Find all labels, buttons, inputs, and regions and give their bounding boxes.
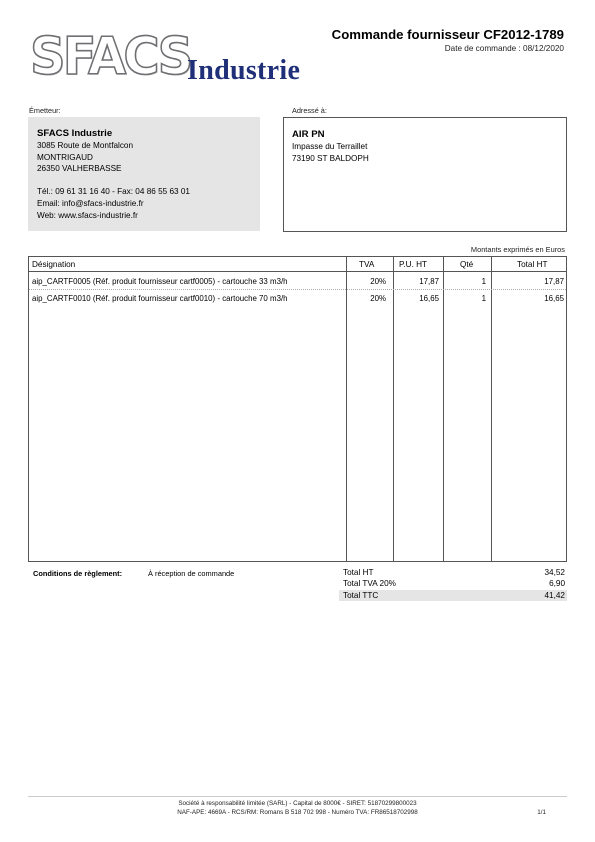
total-ht-row bbox=[339, 567, 567, 578]
sender-label: Émetteur: bbox=[29, 106, 61, 115]
recipient-postal: 73190 ST BALDOPH bbox=[292, 153, 369, 163]
total-ht-label: Total HT bbox=[343, 568, 374, 577]
logo-industrie-text: Industrie bbox=[187, 55, 301, 86]
col-header-qty: Qté bbox=[460, 260, 474, 269]
order-date: Date de commande : 08/12/2020 bbox=[444, 44, 564, 53]
payment-conditions-label: Conditions de règlement: bbox=[33, 569, 123, 578]
items-table bbox=[28, 256, 567, 562]
col-header-total-ht: Total HT bbox=[517, 260, 548, 269]
sender-box bbox=[28, 117, 260, 231]
payment-conditions-value: À réception de commande bbox=[148, 569, 235, 578]
row-tva: 20% bbox=[370, 277, 386, 286]
recipient-label: Adressé à: bbox=[292, 106, 327, 115]
footer-divider bbox=[28, 796, 567, 797]
row-pu-ht: 16,65 bbox=[419, 294, 439, 303]
total-tva-value: 6,90 bbox=[549, 579, 565, 588]
col-header-tva: TVA bbox=[359, 260, 375, 269]
total-ttc-value: 41,42 bbox=[544, 591, 565, 600]
recipient-name: AIR PN bbox=[292, 129, 325, 140]
logo-sfacs-text: SFACS bbox=[30, 27, 191, 87]
sender-email: Email: info@sfacs-industrie.fr bbox=[37, 198, 144, 208]
sender-phone: Tél.: 09 61 31 16 40 - Fax: 04 86 55 63 01 bbox=[37, 187, 190, 197]
total-ttc-row bbox=[339, 590, 567, 601]
col-header-pu-ht: P.U. HT bbox=[399, 260, 428, 269]
page-number: 1/1 bbox=[537, 809, 546, 816]
row-total-ht: 17,87 bbox=[544, 277, 564, 286]
row-qty: 1 bbox=[481, 277, 486, 286]
row-designation: aip_CARTF0010 (Réf. produit fournisseur cartf0010) - cartouche 70 m3/h bbox=[32, 294, 288, 303]
company-logo bbox=[30, 27, 315, 88]
footer-legal-line-1: Société à responsabilité limitée (SARL) - Capital de 8000€ - SIRET: 51870299800023 bbox=[178, 800, 417, 807]
footer-legal-line-2: NAF-APE: 4669A - RCS/RM: Romans B 518 702 998 - Numéro TVA: FR86518702998 bbox=[177, 809, 418, 816]
row-total-ht: 16,65 bbox=[544, 294, 564, 303]
total-ht-value: 34,52 bbox=[544, 568, 565, 577]
row-pu-ht: 17,87 bbox=[419, 277, 439, 286]
row-tva: 20% bbox=[370, 294, 386, 303]
sender-city: MONTRIGAUD bbox=[37, 152, 93, 162]
row-qty: 1 bbox=[481, 294, 486, 303]
total-tva-row bbox=[339, 578, 567, 589]
sender-web: Web: www.sfacs-industrie.fr bbox=[37, 210, 138, 220]
recipient-address: Impasse du Terraillet bbox=[292, 142, 368, 151]
currency-note: Montants exprimés en Euros bbox=[470, 245, 565, 254]
total-ttc-label: Total TTC bbox=[343, 591, 379, 600]
sender-name: SFACS Industrie bbox=[37, 128, 113, 139]
recipient-box bbox=[283, 117, 567, 232]
total-tva-label: Total TVA 20% bbox=[343, 579, 396, 588]
row-designation: aip_CARTF0005 (Réf. produit fournisseur cartf0005) - cartouche 33 m3/h bbox=[32, 277, 288, 286]
sender-postal: 26350 VALHERBASSE bbox=[37, 164, 122, 174]
document-title: Commande fournisseur CF2012-1789 bbox=[331, 27, 564, 42]
col-header-designation: Désignation bbox=[32, 260, 76, 269]
sender-address: 3085 Route de Montfalcon bbox=[37, 141, 134, 150]
